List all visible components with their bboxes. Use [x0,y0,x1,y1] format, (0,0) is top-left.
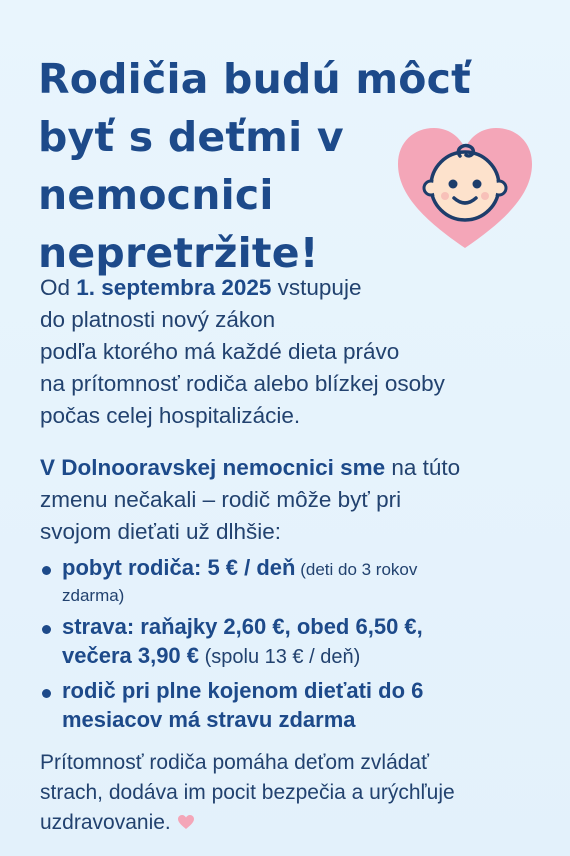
stay-note-cont: zdarma) [62,586,125,605]
food-line-1: strava: raňajky 2,60 €, obed 6,50 €, [62,614,423,639]
list-item-stay [40,553,540,608]
small-heart-icon [177,814,195,830]
breastfeeding-line-2: mesiacov má stravu zdarma [62,707,356,732]
stay-note: (deti do 3 rokov [295,560,418,579]
hospital-name: V Dolnooravskej nemocnici sme [40,455,386,480]
hospital-line-1: V Dolnooravskej nemocnici sme na túto [40,455,461,480]
breastfeeding-line-1: rodič pri plne kojenom dieťati do 6 [62,678,424,703]
law-date: 1. septembra 2025 [76,275,272,300]
food-dinner: večera 3,90 € [62,643,200,668]
baby-cheek-right [481,192,489,200]
price-list [40,553,540,738]
headline-line-4: nepretržite! [38,229,319,277]
intro-line-1: Od 1. septembra 2025 vstupuje [40,275,362,300]
stay-price: pobyt rodiča: 5 € / deň [62,555,296,580]
hospital-line-2: zmenu nečakali – rodič môže byť pri [40,487,402,512]
closing-line-3: uzdravovanie. [40,808,540,838]
baby-eye-right [473,180,482,189]
closing-line-2: strach, dodáva im pocit bezpečia a urýchľuje [40,781,455,804]
baby-eye-left [449,180,458,189]
hospital-paragraph [40,452,540,548]
heart-baby-icon [394,124,536,252]
intro-paragraph [40,272,540,432]
hospital-line-3: svojom dieťati už dlhšie: [40,519,282,544]
list-item-food [40,612,540,672]
list-item-breastfeeding [40,676,540,734]
headline-line-2: byť s deťmi v [38,113,344,161]
baby-cheek-left [441,192,449,200]
intro-line-2: do platnosti nový zákon [40,307,276,332]
closing-paragraph [40,748,540,838]
headline-line-1: Rodičia budú môcť [38,55,471,103]
intro-line-4: na prítomnosť rodiča alebo blízkej osoby [40,371,445,396]
closing-line-1: Prítomnosť rodiča pomáha deťom zvládať [40,751,429,774]
food-total: (spolu 13 € / deň) [199,646,361,668]
intro-line-3: podľa ktorého má každé dieta právo [40,339,400,364]
headline-line-3: nemocnici [38,171,274,219]
intro-line-5: počas celej hospitalizácie. [40,403,301,428]
